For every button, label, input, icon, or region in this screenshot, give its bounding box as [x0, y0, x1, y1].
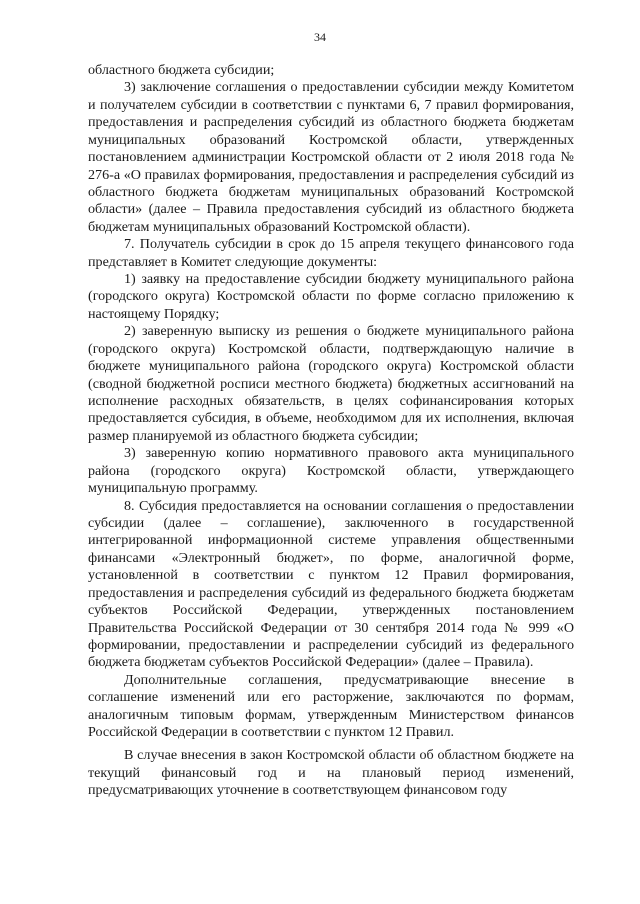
page-number: 34 — [314, 30, 326, 44]
paragraph-item-3-agreement: 3) заключение соглашения о предоставлении субсидии между Комитетом и получателем субсидии в соответствии с пунктами 6, 7 правил формирования, предоставления и распределения субсидий из областного бюджета бюджетам муниципальных образований Костромской области, утвержденных постановлением администрации Костромской области от 2 июля 2018 года № 276-а «О правилах формирования, предоставления и распределения субсидий из областного бюджета бюджетам муниципальных образований Костромской области» (далее – Правила предоставления субсидий из областного бюджета бюджетам муниципальных образований Костромской области). — [88, 79, 574, 235]
paragraph-item-3-act-copy: 3) заверенную копию нормативного правового акта муниципального района (городского округа) Костромской области, утверждающего муниципальную программу. — [88, 445, 574, 497]
paragraph-item-2-budget-extract: 2) заверенную выписку из решения о бюджете муниципального района (городского округа) Костромской области, подтверждающую наличие в бюджете муниципального района (городского округа) Костромской области (сводной бюджетной росписи местного бюджета) бюджетных ассигнований на исполнение расходных обязательств, в целях софинансирования которых предоставляется субсидия, в объеме, необходимом для их исполнения, включая размер планируемой из областного бюджета субсидии; — [88, 323, 574, 444]
paragraph-clause-8: 8. Субсидия предоставляется на основании соглашения о предоставлении субсидии (далее – соглашение), заключенного в государственной интегрированной информационной системе управления общественными финансами «Электронный бюджет», по форме, аналогичной форме, установленной в соответствии с пунктом 12 Правил формирования, предоставления и распределения субсидий из федерального бюджета бюджетам субъектов Российской Федерации, утвержденных постановлением Правительства Российской Федерации от 30 сентября 2014 года № 999 «О формировании, предоставлении и распределении субсидий из федерального бюджета бюджетам субъектов Российской Федерации» (далее – Правила). — [88, 497, 574, 671]
paragraph-budget-changes: В случае внесения в закон Костромской области об областном бюджете на текущий финансовый год и на плановый период изменений, предусматривающих уточнение в соответствующем финансовом году — [88, 747, 574, 799]
paragraph-additional-agreements: Дополнительные соглашения, предусматривающие внесение в соглашение изменений или его расторжение, заключаются по формам, аналогичным типовым формам, утвержденным Министерством финансов Российской Федерации в соответствии с пунктом 12 Правил. — [88, 671, 574, 741]
paragraph-clause-7: 7. Получатель субсидии в срок до 15 апреля текущего финансового года представляет в Комитет следующие документы: — [88, 236, 574, 270]
paragraph-item-1-application: 1) заявку на предоставление субсидии бюджету муниципального района (городского округа) Костромской области по форме согласно приложению к настоящему Порядку; — [88, 271, 574, 322]
document-body — [88, 62, 574, 800]
paragraph-continuation: областного бюджета субсидии; — [88, 62, 275, 78]
